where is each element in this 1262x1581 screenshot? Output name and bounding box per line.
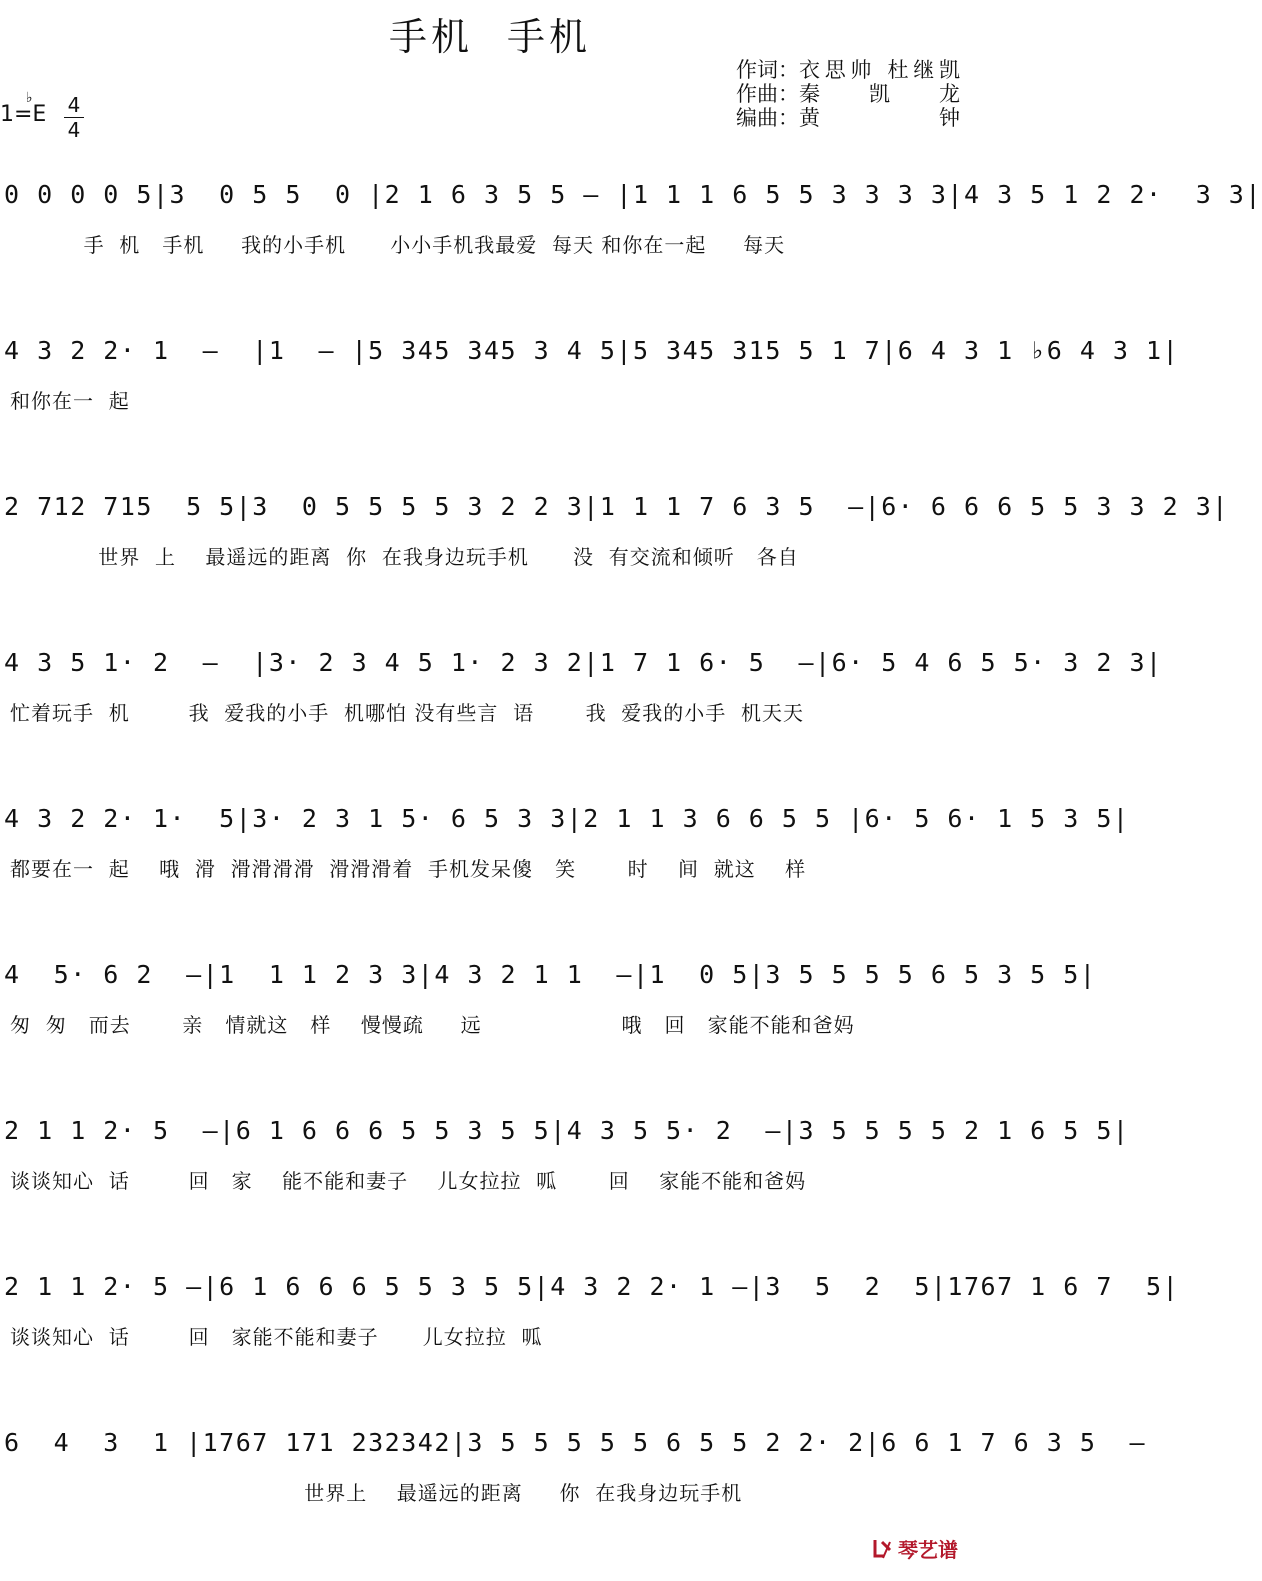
time-signature: [64, 94, 84, 141]
logo-mark-icon: [872, 1538, 894, 1560]
lyricist-value: 衣思帅 杜继凯: [799, 58, 960, 82]
score-system-3: [0, 490, 1229, 610]
notation-line: 6 4 3 1 |1767 171 232342|3 5 5 5 5 5 6 5 5 2 2· 2|6 6 1 7 6 3 5 –: [4, 1428, 1147, 1457]
lyrics-line: 匆 匆 而去 亲 情就这 样 慢慢疏 远 哦 回 家能不能和爸妈: [10, 1013, 855, 1037]
flat-sign: ♭: [26, 90, 33, 106]
song-title: 手机 手机: [388, 15, 592, 59]
notation-line: 4 3 2 2· 1· 5|3· 2 3 1 5· 6 5 3 3|2 1 1 3 6 6 5 5 |6· 5 6· 1 5 3 5|: [4, 804, 1130, 833]
time-signature-top: 4: [67, 93, 81, 117]
notation-line: 2 1 1 2· 5 –|6 1 6 6 6 5 5 3 5 5|4 3 2 2· 1 –|3 5 2 5|1767 1 6 7 5|: [4, 1272, 1180, 1301]
score-system-1: [0, 178, 1262, 298]
lyricist-line: [736, 58, 960, 82]
notation-line: 2 712 715 5 5|3 0 5 5 5 5 3 2 2 3|1 1 1 7 6 3 5 –|6· 6 6 6 5 5 3 3 2 3|: [4, 492, 1229, 521]
notation-line: 0 0 0 0 5|3 0 5 5 0 |2 1 6 3 5 5 – |1 1 1 6 5 5 3 3 3 3|4 3 5 1 2 2· 3 3|: [4, 180, 1262, 209]
arranger-label: 编曲：: [736, 106, 799, 130]
composer-label: 作曲：: [736, 82, 799, 106]
score-system-9: [0, 1426, 1147, 1546]
lyrics-line: 谈谈知心 话 回 家 能不能和妻子 儿女拉拉 呱 回 家能不能和爸妈: [10, 1169, 807, 1193]
arranger-line: [736, 106, 960, 130]
composer-value: 秦凯龙: [799, 82, 960, 106]
credits-block: [736, 58, 960, 130]
notation-line: 2 1 1 2· 5 –|6 1 6 6 6 5 5 3 5 5|4 3 5 5· 2 –|3 5 5 5 5 2 1 6 5 5|: [4, 1116, 1130, 1145]
lyrics-line: 世界 上 最遥远的距离 你 在我身边玩手机 没 有交流和倾听 各自: [10, 545, 799, 569]
score-system-7: [0, 1114, 1130, 1234]
logo-text: 琴艺谱: [898, 1538, 958, 1562]
lyrics-line: 手 机 手机 我的小手机 小小手机我最爱 每天 和你在一起 每天: [10, 233, 786, 257]
lyrics-line: 都要在一 起 哦 滑 滑滑滑滑 滑滑滑着 手机发呆傻 笑 时 间 就这 样: [10, 857, 807, 881]
notation-line: 4 3 5 1· 2 – |3· 2 3 4 5 1· 2 3 2|1 7 1 6· 5 –|6· 5 4 6 5 5· 3 2 3|: [4, 648, 1163, 677]
time-signature-bottom: 4: [67, 118, 81, 142]
notation-line: 4 5· 6 2 –|1 1 1 2 3 3|4 3 2 1 1 –|1 0 5|3 5 5 5 5 6 5 3 5 5|: [4, 960, 1097, 989]
lyrics-line: 和你在一 起: [10, 389, 130, 413]
score-system-4: [0, 646, 1163, 766]
score-system-2: [0, 334, 1180, 454]
lyrics-line: 世界上 最遥远的距离 你 在我身边玩手机: [10, 1481, 743, 1505]
arranger-value: 黄钟: [799, 106, 960, 130]
site-logo: [872, 1534, 958, 1563]
notation-line: 4 3 2 2· 1 – |1 – |5 345 345 3 4 5|5 345 315 5 1 7|6 4 3 1 ♭6 4 3 1|: [4, 336, 1180, 365]
score-system-8: [0, 1270, 1180, 1390]
lyrics-line: 谈谈知心 话 回 家能不能和妻子 儿女拉拉 呱: [10, 1325, 543, 1349]
lyricist-label: 作词：: [736, 58, 799, 82]
score-system-5: [0, 802, 1130, 922]
lyrics-line: 忙着玩手 机 我 爱我的小手 机哪怕 没有些言 语 我 爱我的小手 机天天: [10, 701, 805, 725]
composer-line: [736, 82, 960, 106]
key-signature: 1=E: [0, 102, 47, 127]
score-system-6: [0, 958, 1097, 1078]
